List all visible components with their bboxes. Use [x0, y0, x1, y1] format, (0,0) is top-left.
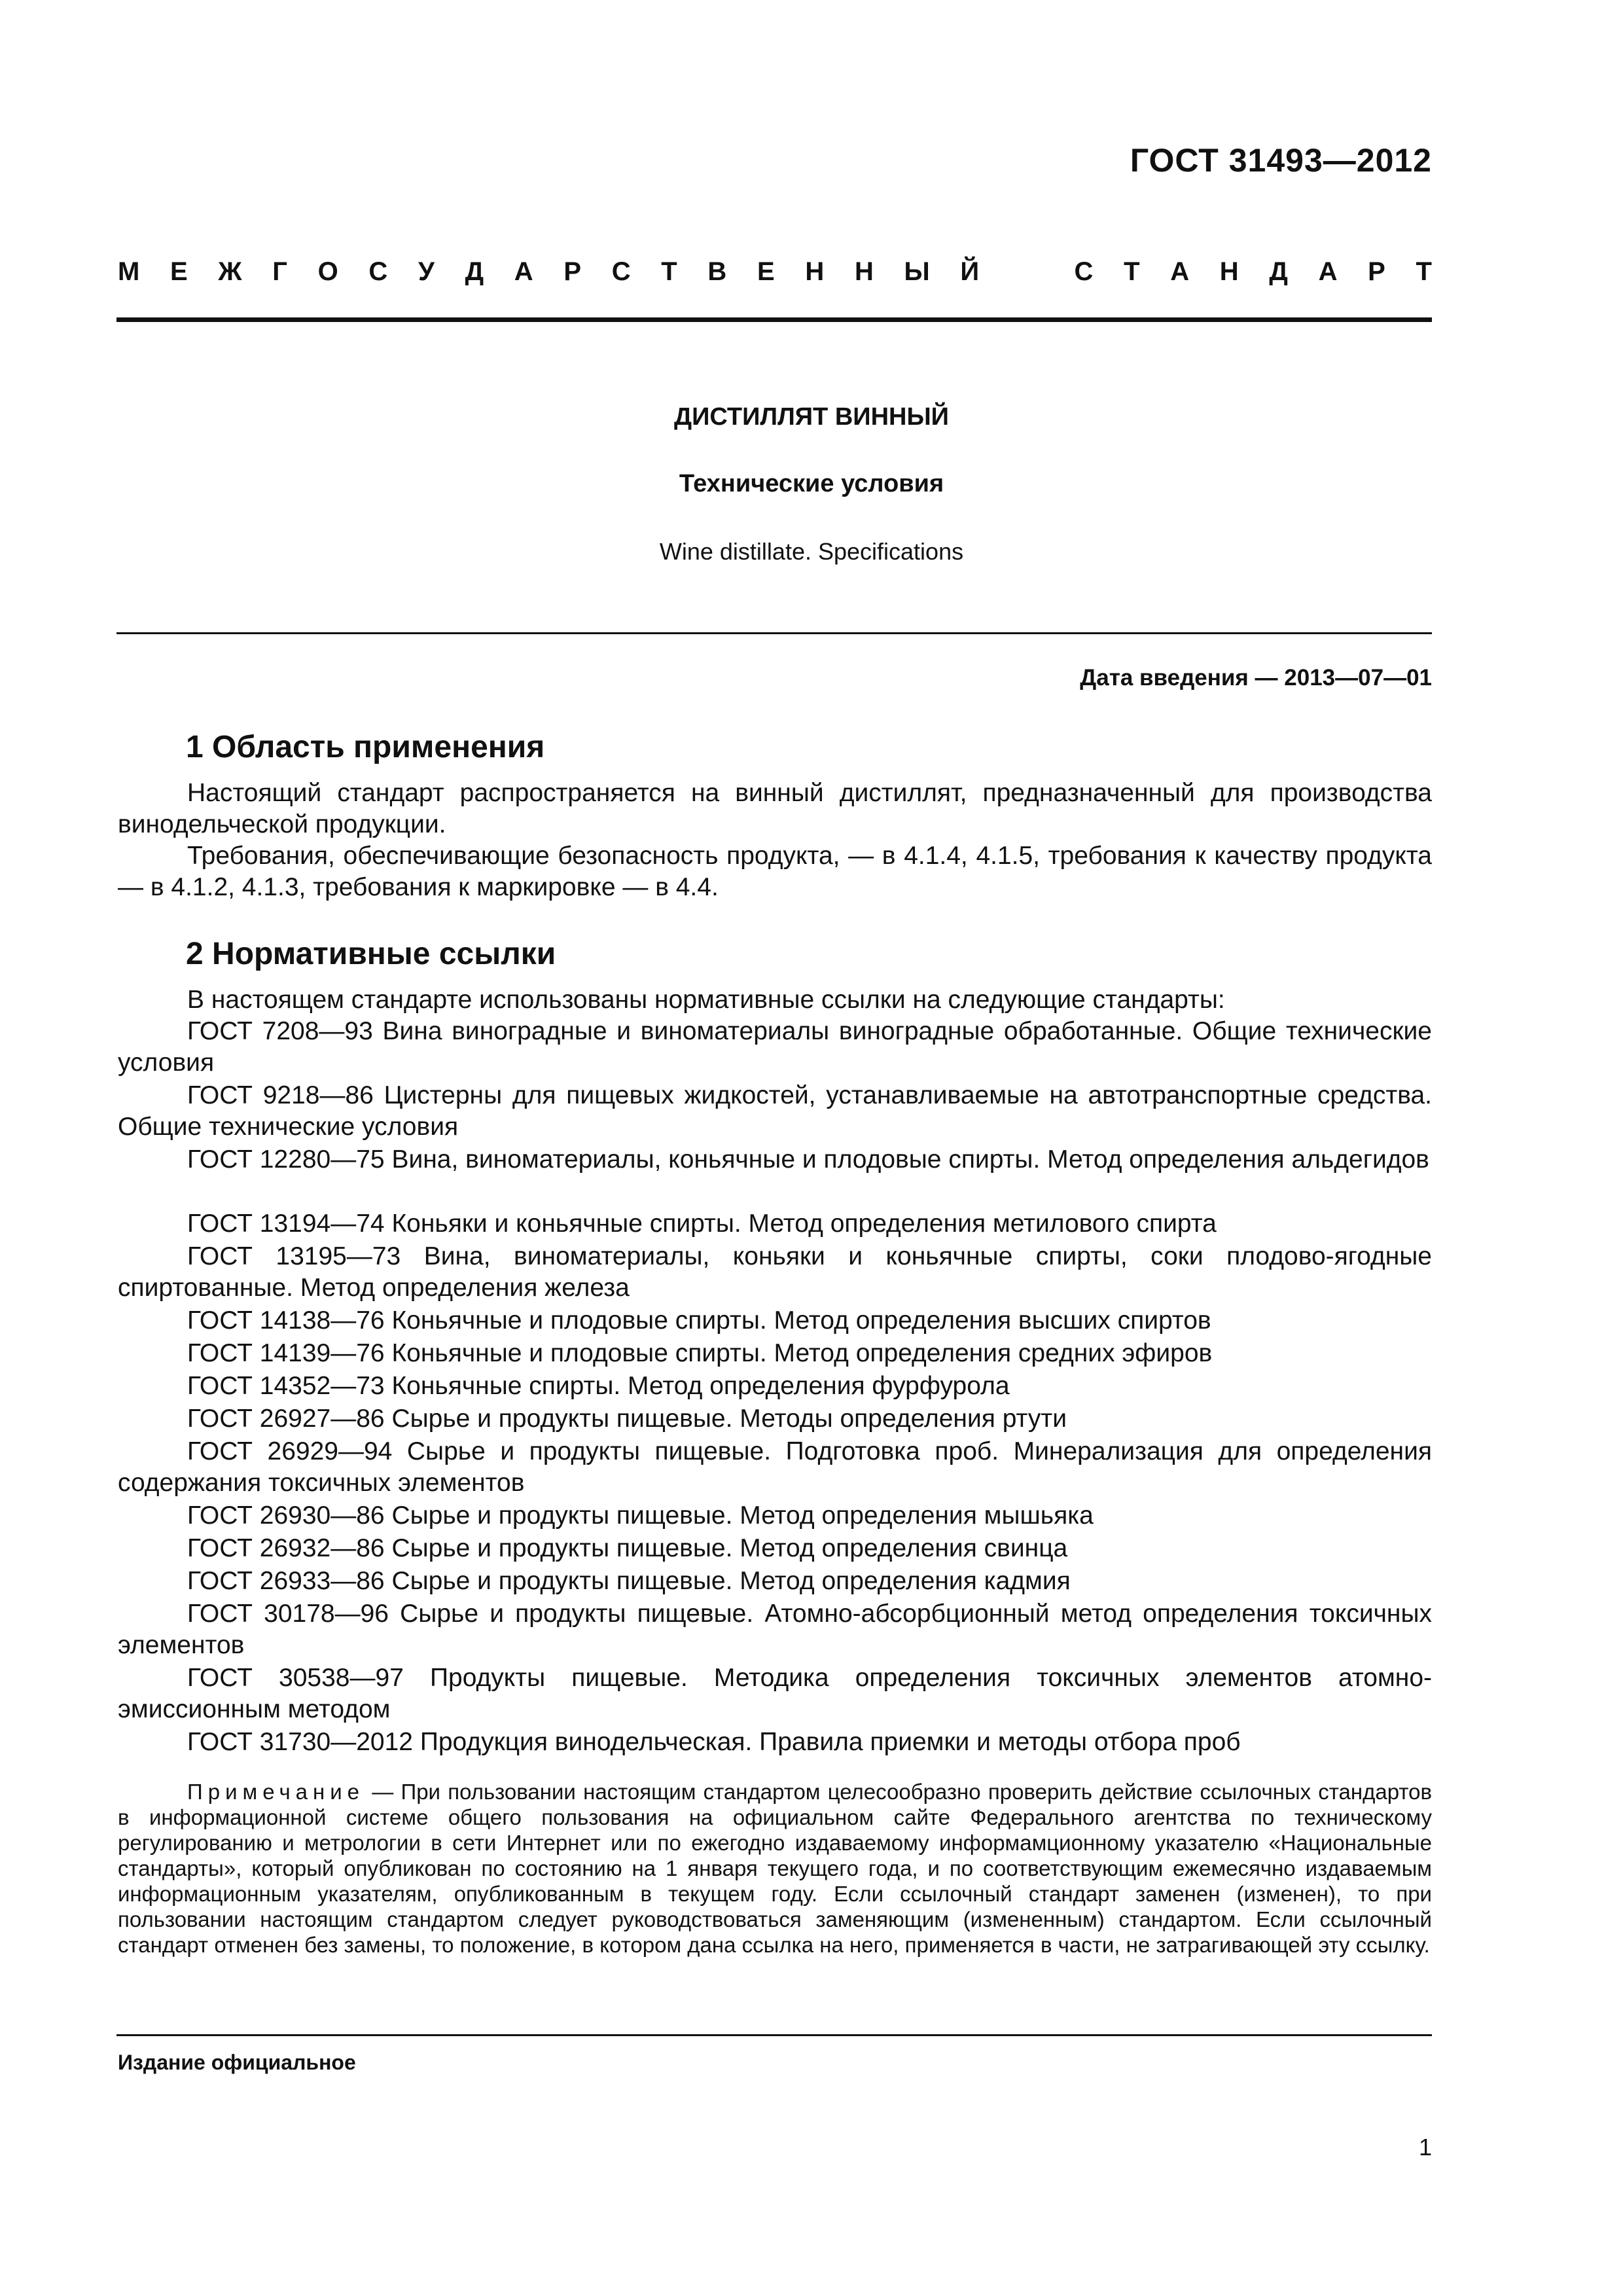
reference-item: ГОСТ 26933—86 Сырье и продукты пищевые. Метод определения кадмия — [187, 1567, 1071, 1595]
standard-type-letter: Ж — [218, 257, 242, 286]
reference-item: ГОСТ 26929—94 Сырье и продукты пищевые. Подготовка проб. Минерализация для определения содержания токсичных элементов — [118, 1437, 1432, 1497]
reference-item: ГОСТ 26932—86 Сырье и продукты пищевые. Метод определения свинца — [187, 1534, 1068, 1562]
standard-type-letter: Ы — [904, 257, 930, 286]
page-number: 1 — [1418, 2134, 1432, 2161]
section-1-paragraph-2: Требования, обеспечивающие безопасность продукта, — в 4.1.4, 4.1.5, требования к качеству продукта — в 4.1.2, 4.1.3, требования к маркировке — в 4.4. — [118, 842, 1432, 901]
standard-type-letter: Й — [960, 257, 980, 286]
english-title: Wine distillate. Specifications — [659, 538, 964, 565]
standard-type-letter: В — [707, 257, 727, 286]
standard-type-letter: Д — [1269, 257, 1288, 286]
standard-type-letter: А — [1170, 257, 1190, 286]
section-2-heading: 2 Нормативные ссылки — [186, 937, 556, 971]
standard-type-letter: Г — [272, 257, 287, 286]
references-note — [118, 1779, 1432, 1958]
standard-type-heading — [118, 257, 1432, 287]
header-divider — [116, 317, 1432, 322]
standard-type-letter: Д — [465, 257, 484, 286]
standard-type-gap — [1010, 257, 1044, 287]
standard-type-letter: Н — [805, 257, 825, 286]
reference-item: ГОСТ 14139—76 Коньячные и плодовые спирты. Метод определения средних эфиров — [187, 1339, 1213, 1367]
standard-type-letter: Р — [563, 257, 582, 286]
reference-item: ГОСТ 30538—97 Продукты пищевые. Методика определения токсичных элементов атомно-эмиссионным методом — [118, 1664, 1432, 1723]
reference-item: ГОСТ 13194—74 Коньяки и коньячные спирты. Метод определения метилового спирта — [187, 1210, 1217, 1238]
standard-type-letter: С — [1074, 257, 1094, 286]
standard-type-letter: Т — [1416, 257, 1432, 286]
footer-divider — [116, 2034, 1432, 2036]
standard-type-letter: Т — [1124, 257, 1140, 286]
section-1-heading: 1 Область применения — [186, 730, 545, 764]
standard-type-letter: Е — [757, 257, 775, 286]
document-subtitle: Технические условия — [679, 470, 944, 497]
introduction-date: Дата введения — 2013—07—01 — [1080, 665, 1432, 691]
standard-type-letter: Т — [661, 257, 677, 286]
section-1-paragraph-1: Настоящий стандарт распространяется на винный дистиллят, предназначенный для производства винодельческой продукции. — [118, 779, 1432, 838]
document-title: ДИСТИЛЛЯТ ВИННЫЙ — [674, 403, 949, 431]
standard-type-letter: С — [368, 257, 388, 286]
standard-type-letter: Н — [1219, 257, 1239, 286]
note-text: — При пользовании настоящим стандартом целесообразно проверить действие ссылочных стандартов в информационной системе общего пользования на официальном сайте Федерального агентства по техническому регулированию и метрологии в сети Интернет или по ежегодно издаваемому информамционному указателю «Национальные стандарты», который опубликован по состоянию на 1 января текущего года, и по соответствующим ежемесячно издаваемым информационным указателям, опубликованным в текущем году. Если ссылочный стандарт заменен (изменен), то при пользовании настоящим стандартом следует руководствоваться заменяющим (измененным) стандартом. Если ссылочный стандарт отменен без замены, то положение, в котором дана ссылка на него, применяется в части, не затрагивающей эту ссылку. — [118, 1780, 1432, 1957]
standard-type-letter: А — [1318, 257, 1338, 286]
standard-type-letter: Н — [854, 257, 874, 286]
reference-item: ГОСТ 30178—96 Сырье и продукты пищевые. Атомно-абсорбционный метод определения токсичных элементов — [118, 1600, 1432, 1659]
reference-item: ГОСТ 7208—93 Вина виноградные и виноматериалы виноградные обработанные. Общие технические условия — [118, 1017, 1432, 1077]
reference-item: ГОСТ 31730—2012 Продукция винодельческая. Правила приемки и методы отбора проб — [187, 1728, 1241, 1756]
reference-item: ГОСТ 14138—76 Коньячные и плодовые спирты. Метод определения высших спиртов — [187, 1306, 1211, 1335]
standard-type-letter: С — [611, 257, 631, 286]
document-code: ГОСТ 31493—2012 — [1130, 142, 1432, 179]
standard-type-letter: Е — [170, 257, 188, 286]
reference-item: ГОСТ 13195—73 Вина, виноматериалы, коньяки и коньячные спирты, соки плодово-ягодные спиртованные. Метод определения железа — [118, 1242, 1432, 1302]
reference-item: ГОСТ 9218—86 Цистерны для пищевых жидкостей, устанавливаемые на автотранспортные средства. Общие технические условия — [118, 1081, 1432, 1141]
reference-item: ГОСТ 14352—73 Коньячные спирты. Метод определения фурфурола — [187, 1372, 1010, 1400]
standard-type-letter: Р — [1368, 257, 1385, 286]
reference-item: ГОСТ 26930—86 Сырье и продукты пищевые. Метод определения мышьяка — [187, 1501, 1094, 1530]
standard-type-letter: У — [418, 257, 435, 286]
official-edition-label: Издание официальное — [118, 2051, 356, 2074]
standard-type-letter: А — [514, 257, 533, 286]
title-divider — [116, 632, 1432, 634]
standard-type-letter: М — [118, 257, 140, 286]
standard-type-letter: О — [317, 257, 338, 286]
reference-item: ГОСТ 26927—86 Сырье и продукты пищевые. Методы определения ртути — [187, 1405, 1067, 1433]
note-label: Примечание — [187, 1780, 365, 1804]
reference-item: ГОСТ 12280—75 Вина, виноматериалы, коньячные и плодовые спирты. Метод определения альдегидов — [187, 1145, 1429, 1174]
references-intro: В настоящем стандарте использованы нормативные ссылки на следующие стандарты: — [187, 986, 1225, 1014]
